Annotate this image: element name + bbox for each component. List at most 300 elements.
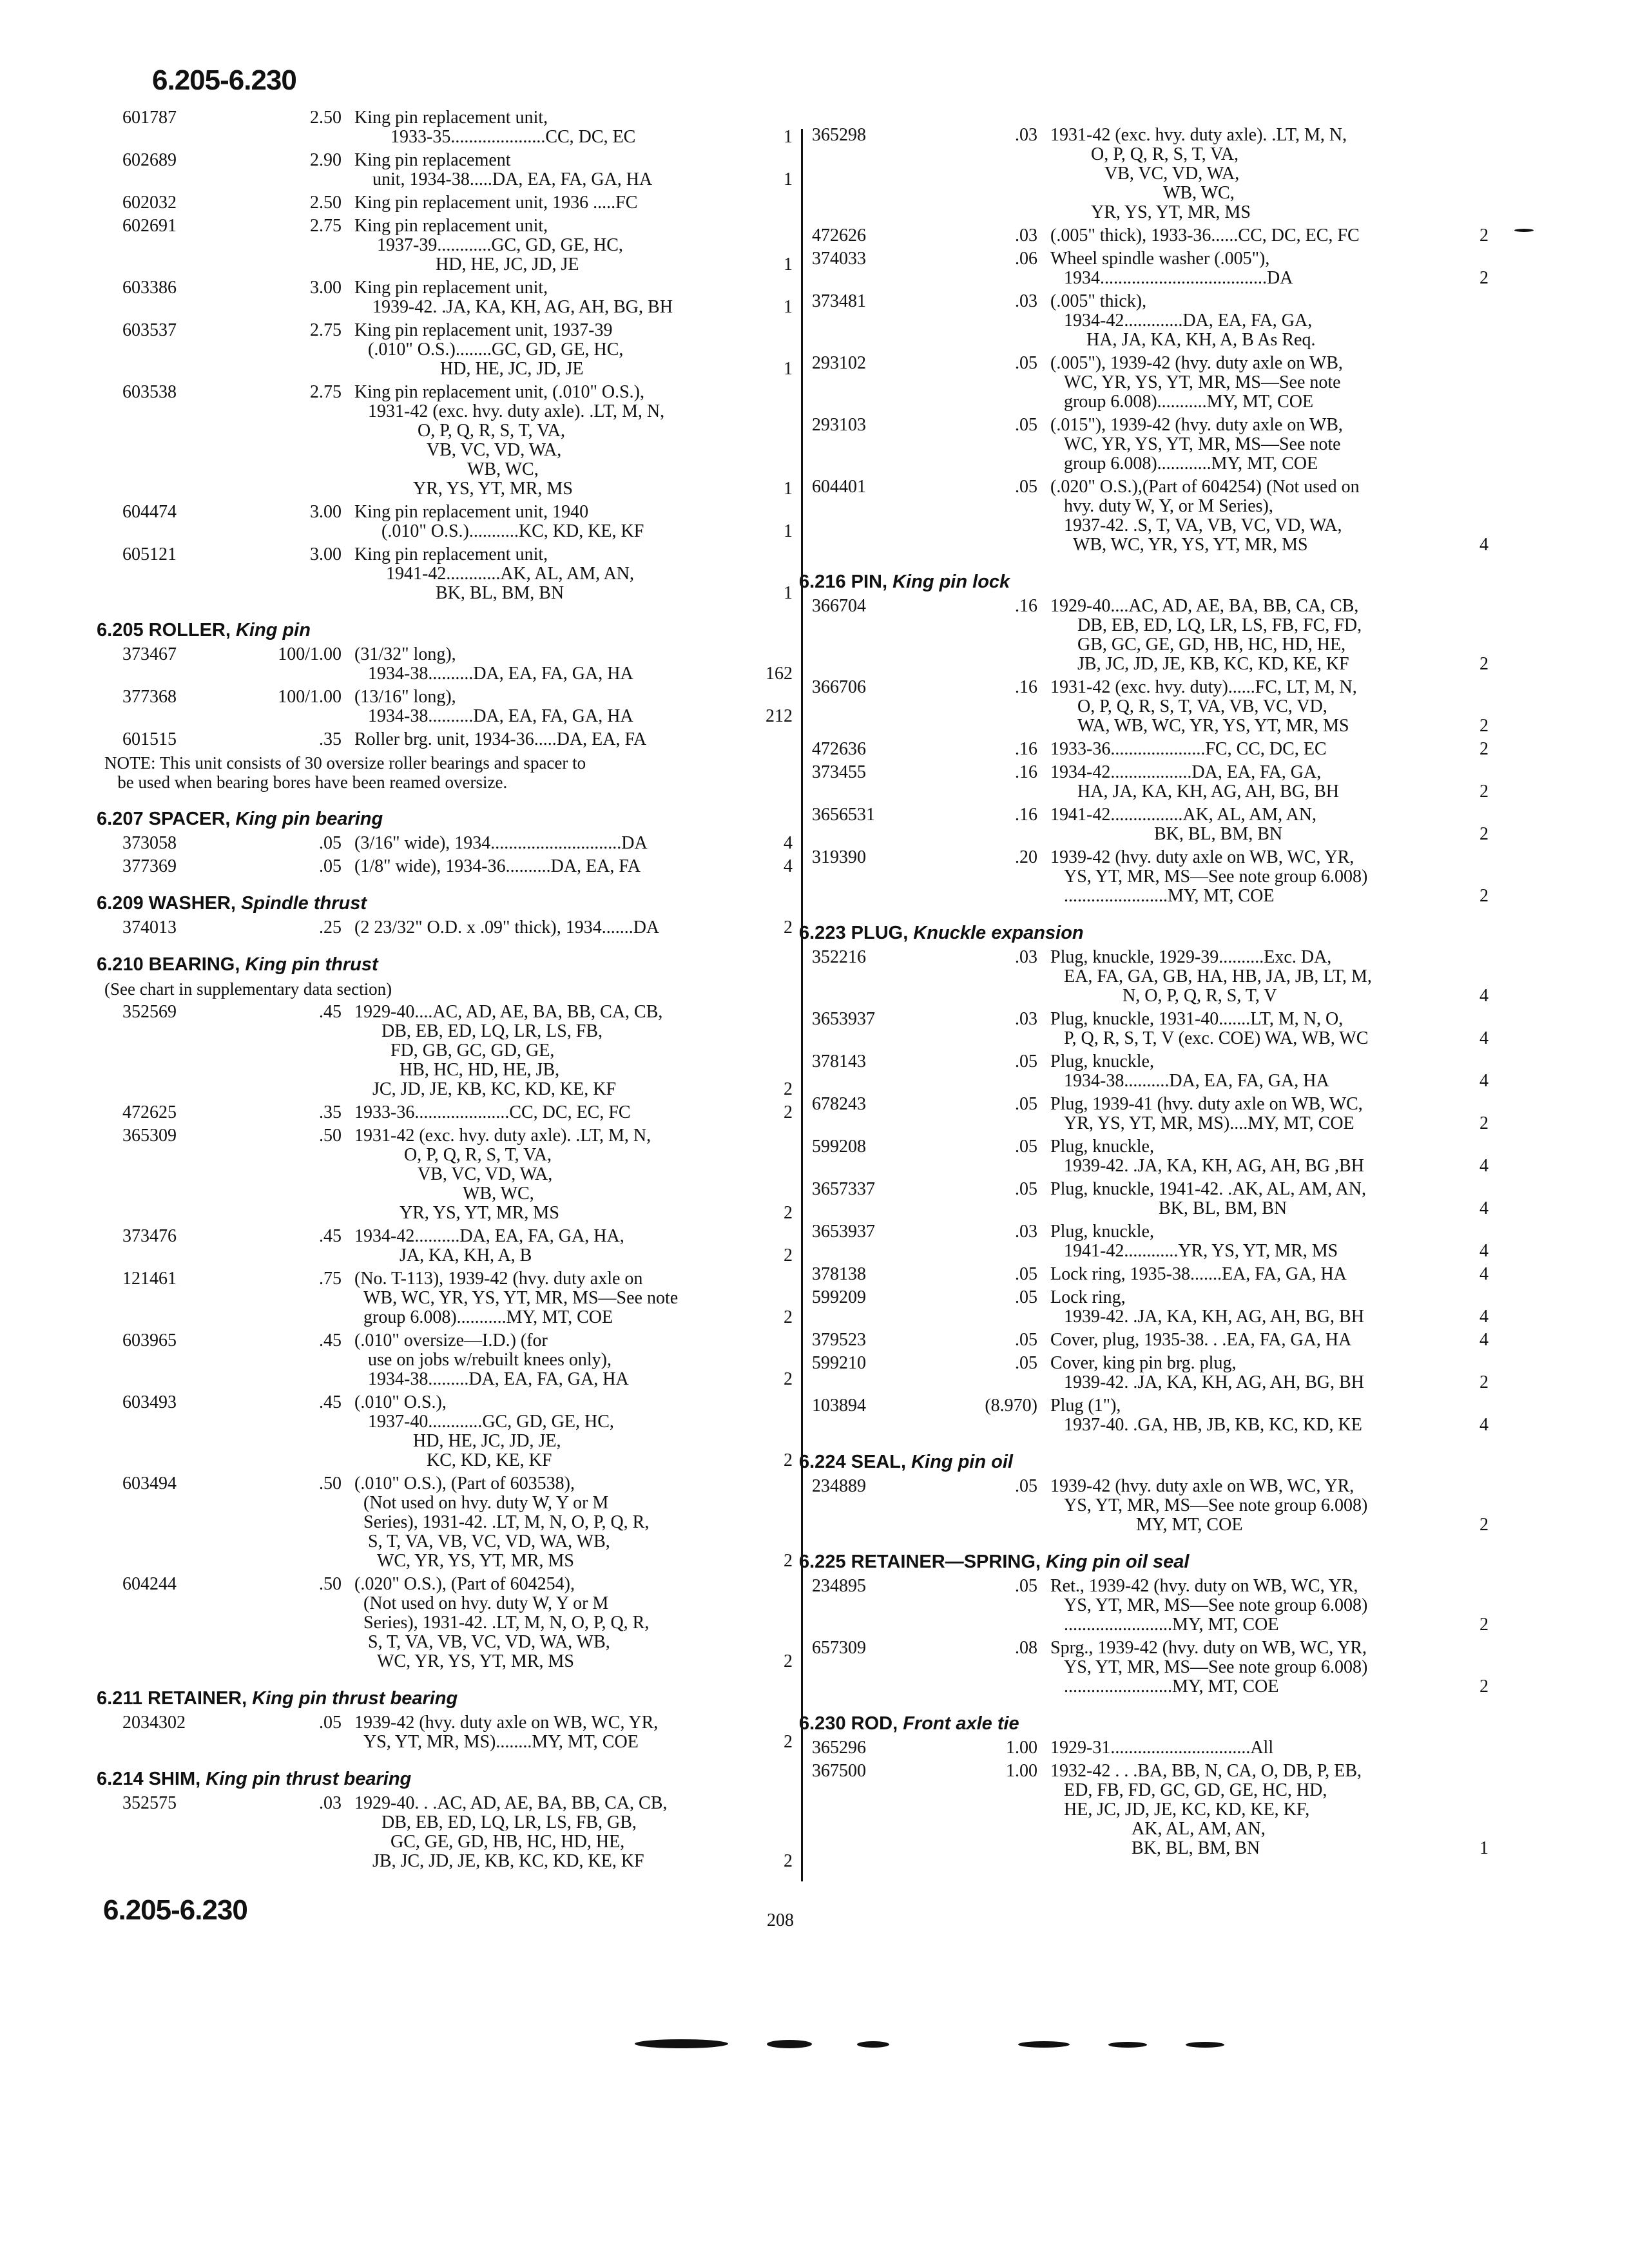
parts-entry (97, 321, 793, 379)
description: Lock ring, 1939-42. .JA, KA, KH, AG, AH, BG, BH (1050, 1287, 1364, 1327)
section-subtitle: Spindle thrust (241, 893, 367, 914)
quantity: 2 (1480, 1113, 1489, 1133)
part-number: 365298 (812, 125, 866, 145)
quantity: 4 (1480, 1264, 1489, 1284)
weight: .05 (319, 1713, 342, 1733)
description: 1932-42 . . .BA, BB, N, CA, O, DB, P, EB, ED, FB, FD, GC, GD, GE, HC, HD, HE, JC, JD, JE, KC, KD, KE, KF, AK, AL, AM, AN, BK, BL, BM, BN (1050, 1761, 1362, 1858)
weight: .03 (1015, 226, 1037, 245)
part-number: 367500 (812, 1761, 866, 1781)
section-code: 6.209 (97, 893, 144, 914)
weight: .16 (1015, 805, 1037, 825)
section-code: 6.207 (97, 809, 144, 829)
parts-entry (799, 1288, 1495, 1327)
description: 1931-42 (exc. hvy. duty axle). .LT, M, N, O, P, Q, R, S, T, VA, VB, VC, VD, WA, WB, WC, YR, YS, YT, MR, MS (354, 1126, 651, 1223)
section-name: SHIM, (148, 1769, 201, 1789)
parts-entry (799, 1477, 1495, 1535)
parts-entry (799, 1396, 1495, 1435)
quantity: 2 (1480, 654, 1489, 674)
description: (.005" thick), 1934-42.............DA, EA, FA, GA, HA, JA, KA, KH, A, B As Req. (1050, 291, 1316, 350)
section-heading (97, 620, 793, 641)
weight: 100/1.00 (278, 644, 342, 664)
section-code: 6.216 (799, 572, 846, 592)
description: 1929-40....AC, AD, AE, BA, BB, CA, CB, DB, EB, ED, LQ, LR, LS, FB, FD, GB, GC, GD, GE, HB, HC, HD, HE, JB, JC, JD, JE, KB, KC, KD, KE, KF (354, 1002, 663, 1099)
description: 1931-42 (exc. hvy. duty axle). .LT, M, N, O, P, Q, R, S, T, VA, VB, VC, VD, WA, WB, WC, YR, YS, YT, MR, MS (1050, 125, 1347, 222)
weight: .05 (319, 856, 342, 876)
parts-entry (97, 278, 793, 317)
quantity: 4 (1480, 1330, 1489, 1350)
parts-entry (799, 1010, 1495, 1048)
section-name: RETAINER, (148, 1688, 247, 1709)
weight: 2.50 (310, 108, 342, 128)
parts-entry (799, 416, 1495, 474)
description: 1941-42................AK, AL, AM, AN, BK, BL, BM, BN (1050, 805, 1317, 844)
part-number: 366704 (812, 596, 866, 616)
section-code: 6.224 (799, 1452, 846, 1472)
parts-entry (799, 477, 1495, 555)
part-number: 373058 (122, 833, 177, 853)
part-number: 599209 (812, 1287, 866, 1307)
parts-entry (799, 292, 1495, 350)
part-number: 373467 (122, 644, 177, 664)
parts-entry (799, 126, 1495, 222)
quantity: 2 (1480, 1615, 1489, 1635)
parts-entry (97, 918, 793, 937)
quantity: 1 (1480, 1838, 1489, 1858)
section-code: 6.230 (799, 1713, 846, 1734)
weight: .16 (1015, 677, 1037, 697)
quantity: 4 (1480, 1241, 1489, 1261)
quantity: 4 (1480, 986, 1489, 1006)
description: King pin replacement unit, 1940 (.010" O.S.)...........KC, KD, KE, KF (354, 502, 644, 541)
part-number: 603537 (122, 320, 177, 340)
description: Ret., 1939-42 (hvy. duty on WB, WC, YR, YS, YT, MR, MS—See note group 6.008) ........................MY, MT, COE (1050, 1576, 1368, 1635)
parts-entry (97, 503, 793, 541)
section-heading (799, 1552, 1495, 1573)
section-name: WASHER, (148, 893, 236, 914)
quantity: 2 (784, 1732, 793, 1752)
description: 1939-42 (hvy. duty axle on WB, WC, YR, YS, YT, MR, MS—See note group 6.008) .......................MY, MT, COE (1050, 847, 1368, 906)
section-name: RETAINER—SPRING, (851, 1552, 1041, 1572)
part-number: 378143 (812, 1052, 866, 1072)
quantity: 2 (1480, 716, 1489, 736)
page-header-bottom: 6.205-6.230 (103, 1894, 247, 1926)
part-number: 352216 (812, 947, 866, 967)
parts-entry (97, 1794, 793, 1871)
quantity: 4 (1480, 1156, 1489, 1176)
section-name: BEARING, (148, 954, 240, 975)
description: (.010" O.S.), 1937-40............GC, GD, GE, HC, HD, HE, JC, JD, JE, KC, KD, KE, KF (354, 1392, 614, 1470)
quantity: 2 (1480, 226, 1489, 245)
description: Plug, knuckle, 1931-40.......LT, M, N, O, P, Q, R, S, T, V (exc. COE) WA, WB, WC (1050, 1009, 1369, 1048)
weight: 1.00 (1006, 1738, 1037, 1758)
parts-entry (799, 678, 1495, 736)
parts-entry (799, 1738, 1495, 1758)
description: (3/16" wide), 1934.............................DA (354, 833, 648, 853)
quantity: 1 (784, 479, 793, 499)
weight: 100/1.00 (278, 687, 342, 707)
part-number: 3653937 (812, 1009, 875, 1029)
quantity: 4 (1480, 1307, 1489, 1327)
quantity: 1 (784, 169, 793, 189)
part-number: 377368 (122, 687, 177, 707)
description: 1929-40....AC, AD, AE, BA, BB, CA, CB, DB, EB, ED, LQ, LR, LS, FB, FC, FD, GB, GC, GE, GD, HB, HC, HD, HE, JB, JC, JD, JE, KB, KC, KD, KE, KF (1050, 596, 1362, 674)
weight: .05 (1015, 1287, 1037, 1307)
weight: .50 (319, 1574, 342, 1594)
description: (13/16" long), 1934-38..........DA, EA, FA, GA, HA (354, 687, 633, 726)
parts-entry (799, 805, 1495, 844)
parts-entry (97, 1103, 793, 1122)
quantity: 4 (1480, 1028, 1489, 1048)
parts-entry (97, 687, 793, 726)
description: Plug, knuckle, 1941-42. .AK, AL, AM, AN, BK, BL, BM, BN (1050, 1179, 1366, 1218)
quantity: 1 (784, 127, 793, 147)
part-number: 365296 (812, 1738, 866, 1758)
section-name: PIN, (851, 572, 888, 592)
scan-mark (767, 2040, 812, 2048)
parts-entry (799, 1577, 1495, 1635)
part-number: 103894 (812, 1396, 866, 1416)
parts-entry (97, 1474, 793, 1571)
parts-entry (799, 1222, 1495, 1261)
parts-entry (799, 226, 1495, 245)
weight: .16 (1015, 739, 1037, 759)
quantity: 1 (784, 521, 793, 541)
quantity: 2 (784, 1102, 793, 1122)
description: (.005"), 1939-42 (hvy. duty axle on WB, WC, YR, YS, YT, MR, MS—See note group 6.008)...........MY, MT, COE (1050, 353, 1343, 412)
weight: .03 (1015, 1009, 1037, 1029)
quantity: 2 (784, 1551, 793, 1571)
section-heading (799, 1713, 1495, 1735)
description: Sprg., 1939-42 (hvy. duty on WB, WC, YR, YS, YT, MR, MS—See note group 6.008) ........................MY, MT, COE (1050, 1638, 1368, 1696)
parts-entry (799, 1639, 1495, 1696)
description: (1/8" wide), 1934-36..........DA, EA, FA (354, 856, 641, 876)
part-number: 2034302 (122, 1713, 186, 1733)
weight: .08 (1015, 1638, 1037, 1658)
weight: .05 (1015, 1330, 1037, 1350)
part-number: 365309 (122, 1126, 177, 1146)
part-number: 234895 (812, 1576, 866, 1596)
description: (.020" O.S.),(Part of 604254) (Not used on hvy. duty W, Y, or M Series), 1937-42. .S, T, VA, VB, VC, VD, WA, WB, WC, YR, YS, YT, MR, MS (1050, 477, 1360, 555)
part-number: 352575 (122, 1793, 177, 1813)
part-number: 605121 (122, 544, 177, 564)
scan-mark (1514, 229, 1534, 232)
part-number: 602691 (122, 216, 177, 236)
parts-entry (97, 545, 793, 603)
description: 1939-42 (hvy. duty axle on WB, WC, YR, YS, YT, MR, MS—See note group 6.008) MY, MT, COE (1050, 1476, 1368, 1535)
weight: .05 (1015, 1052, 1037, 1072)
description: 1929-40. . .AC, AD, AE, BA, BB, CA, CB, DB, EB, ED, LQ, LR, LS, FB, GB, GC, GE, GD, HB, HC, HD, HE, JB, JC, JD, JE, KB, KC, KD, KE, KF (354, 1793, 668, 1871)
quantity: 2 (1480, 886, 1489, 906)
weight: .03 (1015, 125, 1037, 145)
scan-mark (635, 2039, 728, 2048)
parts-entry (799, 1052, 1495, 1091)
weight: .05 (1015, 353, 1037, 373)
section-subtitle: King pin lock (892, 572, 1010, 592)
note-text: (See chart in supplementary data section) (104, 979, 392, 999)
parts-entry (97, 108, 793, 147)
weight: .16 (1015, 762, 1037, 782)
section-code: 6.211 (97, 1688, 142, 1709)
section-name: ROLLER, (148, 620, 231, 640)
parts-entry (97, 1227, 793, 1265)
part-number: 3656531 (812, 805, 875, 825)
part-number: 319390 (812, 847, 866, 867)
parts-entry (97, 1393, 793, 1470)
part-number: 602032 (122, 193, 177, 213)
quantity: 4 (784, 856, 793, 876)
part-number: 3653937 (812, 1222, 875, 1242)
description: 1931-42 (exc. hvy. duty)......FC, LT, M, N, O, P, Q, R, S, T, VA, VB, VC, VD, WA, WB, WC, YR, YS, YT, MR, MS (1050, 677, 1357, 736)
section-subtitle: King pin thrust (245, 954, 378, 975)
weight: .20 (1015, 847, 1037, 867)
section-heading (97, 809, 793, 830)
part-number: 472626 (812, 226, 866, 245)
quantity: 2 (1480, 1677, 1489, 1696)
description: (2 23/32" O.D. x .09" thick), 1934.......DA (354, 918, 660, 937)
quantity: 2 (784, 918, 793, 937)
scan-mark (857, 2041, 889, 2048)
quantity: 2 (1480, 824, 1489, 844)
quantity: 2 (784, 1651, 793, 1671)
weight: .03 (1015, 291, 1037, 311)
parts-entry (97, 1331, 793, 1389)
parts-entry (97, 216, 793, 274)
parts-entry (97, 1269, 793, 1327)
part-number: 601787 (122, 108, 177, 128)
part-number: 472636 (812, 739, 866, 759)
section-subtitle: King pin oil (911, 1452, 1013, 1472)
description: King pin replacement unit, 1937-39 (.010" O.S.)........GC, GD, GE, HC, HD, HE, JC, JD, JE (354, 320, 624, 379)
section-subtitle: King pin bearing (235, 809, 383, 829)
weight: .05 (1015, 415, 1037, 435)
quantity: 2 (784, 1079, 793, 1099)
weight: 2.75 (310, 216, 342, 236)
description: (.010" oversize—I.D.) (for use on jobs w/rebuilt knees only), 1934-38.........DA, EA, FA, GA, HA (354, 1331, 629, 1389)
section-code: 6.205 (97, 620, 144, 640)
weight: 2.90 (310, 150, 342, 170)
description: (.005" thick), 1933-36......CC, DC, EC, FC (1050, 226, 1360, 245)
description: Wheel spindle washer (.005"), 1934.....................................DA (1050, 249, 1293, 288)
description: Cover, plug, 1935-38. . .EA, FA, GA, HA (1050, 1330, 1352, 1350)
section-heading (97, 954, 793, 975)
section-heading (799, 1452, 1495, 1473)
weight: 2.50 (310, 193, 342, 213)
quantity: 1 (784, 359, 793, 379)
description: Plug, knuckle, 1934-38..........DA, EA, FA, GA, HA (1050, 1052, 1329, 1091)
section-subtitle: King pin thrust bearing (252, 1688, 458, 1709)
part-number: 373455 (812, 762, 866, 782)
parts-entry (799, 1137, 1495, 1176)
parts-entry (799, 1331, 1495, 1350)
weight: .45 (319, 1002, 342, 1022)
weight: .16 (1015, 596, 1037, 616)
weight: .45 (319, 1226, 342, 1246)
section-name: ROD, (851, 1713, 898, 1734)
weight: .05 (319, 833, 342, 853)
part-number: 472625 (122, 1102, 177, 1122)
description: King pin replacement unit, 1937-39............GC, GD, GE, HC, HD, HE, JC, JD, JE (354, 216, 623, 274)
parts-entry (799, 1762, 1495, 1858)
parts-entry (799, 1180, 1495, 1218)
section-name: SEAL, (851, 1452, 907, 1472)
part-number: 604474 (122, 502, 177, 522)
quantity: 2 (784, 1450, 793, 1470)
quantity: 162 (766, 664, 793, 684)
section-heading (97, 1688, 793, 1709)
part-number: 366706 (812, 677, 866, 697)
description: King pin replacement unit, (.010" O.S.), 1931-42 (exc. hvy. duty axle). .LT, M, N, O, P, Q, R, S, T, VA, VB, VC, VD, WA, WB, WC, YR, YS, YT, MR, MS (354, 382, 665, 499)
part-number: 599208 (812, 1137, 866, 1157)
section-code: 6.223 (799, 923, 846, 943)
weight: .50 (319, 1474, 342, 1494)
section-subtitle: Front axle tie (903, 1713, 1019, 1734)
weight: .05 (1015, 1264, 1037, 1284)
quantity: 2 (784, 1369, 793, 1389)
part-number: 678243 (812, 1094, 866, 1114)
part-number: 603538 (122, 382, 177, 402)
weight: 2.75 (310, 320, 342, 340)
part-number: 379523 (812, 1330, 866, 1350)
description: 1939-42 (hvy. duty axle on WB, WC, YR, YS, YT, MR, MS)........MY, MT, COE (354, 1713, 659, 1752)
quantity: 2 (784, 1203, 793, 1223)
part-number: 293102 (812, 353, 866, 373)
weight: .03 (319, 1793, 342, 1813)
weight: .45 (319, 1331, 342, 1350)
parts-entry (799, 848, 1495, 906)
scan-mark (1186, 2042, 1224, 2048)
quantity: 2 (784, 1851, 793, 1871)
page-header-top: 6.205-6.230 (152, 64, 296, 96)
part-number: 604244 (122, 1574, 177, 1594)
section-heading (799, 923, 1495, 944)
part-number: 603965 (122, 1331, 177, 1350)
weight: .05 (1015, 1137, 1037, 1157)
quantity: 1 (784, 297, 793, 317)
quantity: 4 (1480, 1198, 1489, 1218)
description: Plug (1"), 1937-40. .GA, HB, JB, KB, KC, KD, KE (1050, 1396, 1362, 1435)
parts-entry (799, 740, 1495, 759)
part-number: 121461 (122, 1269, 177, 1289)
weight: .35 (319, 729, 342, 749)
quantity: 4 (1480, 1071, 1489, 1091)
weight: .05 (1015, 1353, 1037, 1373)
parts-entry (97, 383, 793, 499)
description: King pin replacement unit, 1936 .....FC (354, 193, 638, 213)
part-number: 601515 (122, 729, 177, 749)
section-subtitle: Knuckle expansion (913, 923, 1084, 943)
weight: .50 (319, 1126, 342, 1146)
weight: .03 (1015, 1222, 1037, 1242)
quantity: 2 (784, 1245, 793, 1265)
quantity: 1 (784, 583, 793, 603)
weight: .05 (1015, 1179, 1037, 1199)
quantity: 2 (1480, 1372, 1489, 1392)
part-number: 599210 (812, 1353, 866, 1373)
section-name: SPACER, (148, 809, 231, 829)
weight: .05 (1015, 1476, 1037, 1496)
description: (.015"), 1939-42 (hvy. duty axle on WB, WC, YR, YS, YT, MR, MS—See note group 6.008)............MY, MT, COE (1050, 415, 1343, 474)
part-number: 603386 (122, 278, 177, 298)
description: 1933-36.....................FC, CC, DC, EC (1050, 739, 1327, 759)
right-column (799, 126, 1495, 1862)
weight: 3.00 (310, 278, 342, 298)
section-heading (97, 1769, 793, 1790)
parts-entry (799, 763, 1495, 802)
parts-entry (97, 193, 793, 213)
section-heading (799, 572, 1495, 593)
section-subtitle: King pin oil seal (1046, 1552, 1190, 1572)
quantity: 2 (1480, 268, 1489, 288)
parts-entry (97, 834, 793, 853)
quantity: 1 (784, 255, 793, 274)
quantity: 2 (784, 1307, 793, 1327)
part-number: 603494 (122, 1474, 177, 1494)
description: Plug, knuckle, 1939-42. .JA, KA, KH, AG, AH, BG ,BH (1050, 1137, 1364, 1176)
part-number: 377369 (122, 856, 177, 876)
weight: .45 (319, 1392, 342, 1412)
weight: .06 (1015, 249, 1037, 269)
parts-entry (799, 1265, 1495, 1284)
parts-entry (97, 730, 793, 749)
part-number: 602689 (122, 150, 177, 170)
section-code: 6.210 (97, 954, 144, 975)
section-subtitle: King pin (235, 620, 311, 640)
quantity: 2 (1480, 739, 1489, 759)
part-number: 374033 (812, 249, 866, 269)
parts-entry (799, 948, 1495, 1006)
parts-entry (799, 249, 1495, 288)
part-number: 373476 (122, 1226, 177, 1246)
parts-entry (97, 1126, 793, 1223)
section-name: PLUG, (851, 923, 909, 943)
description: Plug, 1939-41 (hvy. duty axle on WB, WC, YR, YS, YT, MR, MS)....MY, MT, COE (1050, 1094, 1363, 1133)
scan-mark (1018, 2041, 1070, 2048)
weight: .05 (1015, 1576, 1037, 1596)
weight: 3.00 (310, 544, 342, 564)
scan-mark (1108, 2042, 1147, 2048)
description: Cover, king pin brg. plug, 1939-42. .JA, KA, KH, AG, AH, BG, BH (1050, 1353, 1364, 1392)
weight: .05 (1015, 477, 1037, 497)
description: (.020" O.S.), (Part of 604254), (Not used on hvy. duty W, Y or M Series), 1931-42. .LT, M, N, O, P, Q, R, S, T, VA, VB, VC, VD, WA, WB, WC, YR, YS, YT, MR, MS (354, 1574, 650, 1671)
section-code: 6.225 (799, 1552, 846, 1572)
parts-entry (97, 1003, 793, 1099)
note-text: NOTE: This unit consists of 30 oversize roller bearings and spacer to be used when bearing bores have been reamed oversize. (104, 753, 586, 792)
quantity: 4 (784, 833, 793, 853)
quantity: 2 (1480, 782, 1489, 802)
parts-entry (799, 354, 1495, 412)
description: 1934-42..................DA, EA, FA, GA, HA, JA, KA, KH, AG, AH, BG, BH (1050, 762, 1340, 802)
weight: 2.75 (310, 382, 342, 402)
weight: .25 (319, 918, 342, 937)
section-code: 6.214 (97, 1769, 144, 1789)
weight: .03 (1015, 947, 1037, 967)
parts-entry (97, 857, 793, 876)
description: King pin replacement unit, 1933-35.....................CC, DC, EC (354, 108, 636, 147)
part-number: 604401 (812, 477, 866, 497)
part-number: 378138 (812, 1264, 866, 1284)
parts-entry (799, 1095, 1495, 1133)
description: Plug, knuckle, 1941-42............YR, YS, YT, MR, MS (1050, 1222, 1338, 1261)
parts-entry (97, 1713, 793, 1752)
description: 1929-31...............................All (1050, 1738, 1274, 1758)
left-column (97, 108, 793, 1875)
part-number: 603493 (122, 1392, 177, 1412)
description: Roller brg. unit, 1934-36.....DA, EA, FA (354, 729, 647, 749)
description: King pin replacement unit, 1941-42............AK, AL, AM, AN, BK, BL, BM, BN (354, 544, 635, 603)
description: (.010" O.S.), (Part of 603538), (Not used on hvy. duty W, Y or M Series), 1931-42. .LT, M, N, O, P, Q, R, S, T, VA, VB, VC, VD, WA, WB, WC, YR, YS, YT, MR, MS (354, 1474, 650, 1571)
weight: (8.970) (985, 1396, 1037, 1416)
part-number: 293103 (812, 415, 866, 435)
